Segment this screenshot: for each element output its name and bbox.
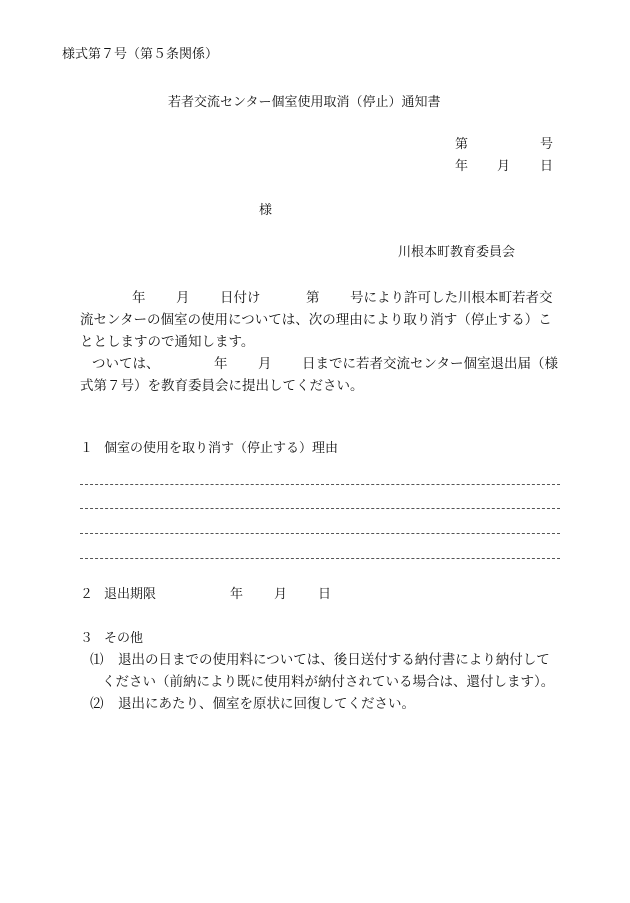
date-month: 月	[497, 159, 511, 174]
body-line1-dai: 第	[306, 290, 320, 306]
body-line4-start: ついては、	[92, 356, 160, 372]
section2-day: 日	[318, 587, 332, 602]
section3-label: その他	[104, 631, 144, 646]
section3-item1-line1: 退出の日までの使用料については、後日送付する納付書により納付して	[118, 652, 550, 668]
addressee-sama: 様	[259, 203, 273, 218]
date-day: 日	[540, 159, 554, 174]
body-line5: 式第７号）を教育委員会に提出してください。	[80, 378, 364, 394]
section2-month: 月	[274, 587, 288, 602]
reason-line-1	[80, 484, 560, 485]
body-line1-day: 日付け	[220, 290, 261, 306]
section1-label: 個室の使用を取り消す（停止する）理由	[104, 441, 339, 456]
section3-item2-marker: ⑵	[90, 696, 104, 712]
body-line4-month: 月	[258, 356, 272, 372]
body-line1-year: 年	[132, 290, 146, 306]
date-year: 年	[455, 159, 469, 174]
reason-line-3	[80, 533, 560, 534]
document-title: 若者交流センター個室使用取消（停止）通知書	[168, 95, 441, 110]
section3-number: ３	[80, 631, 94, 646]
body-line2: 流センターの個室の使用については、次の理由により取り消す（停止する）こ	[80, 312, 552, 328]
reason-line-2	[80, 508, 560, 509]
section2-number: ２	[80, 587, 94, 602]
issuer-name: 川根本町教育委員会	[398, 245, 516, 260]
body-line4-rest: 日までに若者交流センター個室退出届（様	[302, 356, 558, 372]
section2-year: 年	[230, 587, 244, 602]
body-line1-month: 月	[176, 290, 190, 306]
section3-item2-line1: 退出にあたり、個室を原状に回復してください。	[118, 696, 415, 712]
body-line3: ととしますので通知します。	[80, 334, 255, 350]
reason-line-4	[80, 558, 560, 559]
doc-number-go: 号	[540, 137, 554, 152]
section1-number: １	[80, 441, 94, 456]
body-line4-year: 年	[214, 356, 228, 372]
doc-number-dai: 第	[455, 137, 469, 152]
form-number: 様式第７号（第５条関係）	[62, 47, 219, 62]
section3-item1-line2: ください（前納により既に使用料が納付されている場合は、還付します）。	[102, 674, 555, 690]
section2-label: 退出期限	[104, 587, 157, 602]
section3-item1-marker: ⑴	[90, 652, 104, 668]
body-line1-rest: 号により許可した川根本町若者交	[350, 290, 553, 306]
